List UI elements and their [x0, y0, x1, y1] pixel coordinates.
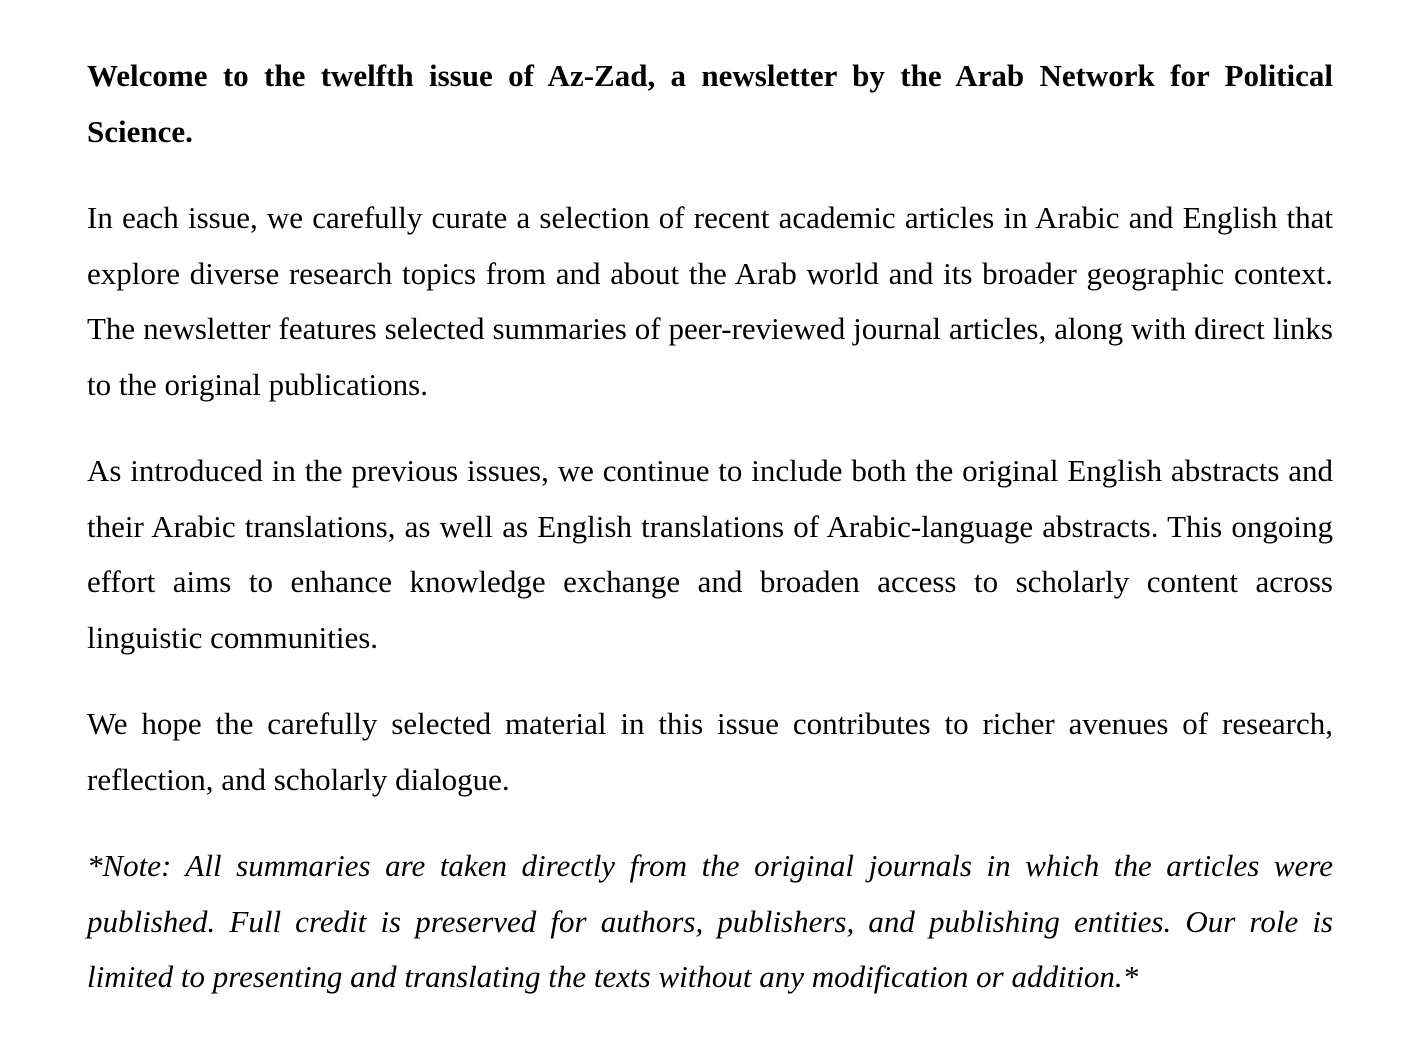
closing-paragraph: We hope the carefully selected material in this issue contributes to richer avenues of research, reflection, and scholarly dialogue.: [87, 706, 1333, 797]
curation-paragraph: In each issue, we carefully curate a selection of recent academic articles in Arabic and English that explore diverse research topics from and about the Arab world and its broader geographic context. The newsletter features selected summaries of peer-reviewed journal articles, along with direct links to the original publications.: [87, 200, 1333, 402]
note-paragraph: *Note: All summaries are taken directly from the original journals in which the articles were published. Full credit is preserved for authors, publishers, and publishing entities. Our role is limited to presenting and translating the texts without any modification or addition.*: [87, 848, 1333, 994]
intro-paragraph: Welcome to the twelfth issue of Az-Zad, a newsletter by the Arab Network for Political Science.: [87, 58, 1333, 149]
newsletter-document: [87, 48, 1333, 1036]
translation-paragraph: As introduced in the previous issues, we continue to include both the original English abstracts and their Arabic translations, as well as English translations of Arabic-language abstracts. This ongoing effort aims to enhance knowledge exchange and broaden access to scholarly content across linguistic communities.: [87, 453, 1333, 655]
